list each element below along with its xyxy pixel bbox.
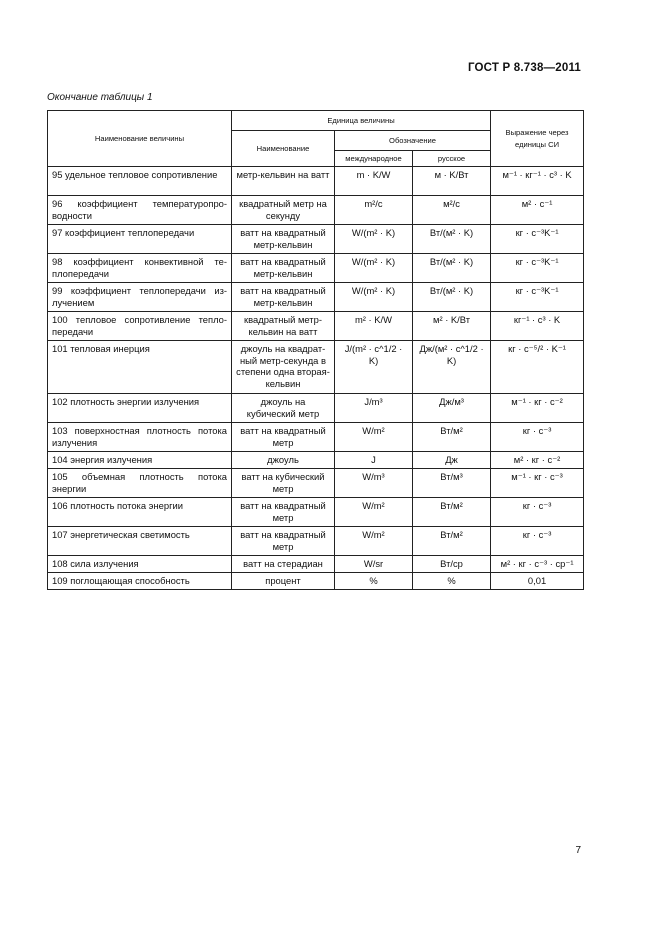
header-international: международное (335, 151, 413, 167)
si-expression-cell: кг · с⁻³ (491, 498, 584, 527)
international-symbol-cell: J (335, 452, 413, 469)
table-row (48, 469, 584, 498)
russian-symbol-cell: м² · K/Вт (413, 312, 491, 341)
quantity-name-cell: 102 плотность энергии излучения (48, 394, 232, 423)
table-row (48, 283, 584, 312)
si-expression-cell: 0,01 (491, 573, 584, 590)
unit-name-cell: джоуль на квадратный метр-секунда в степени одна вторая-кельвин (232, 341, 335, 394)
table-row (48, 498, 584, 527)
international-symbol-cell: m² · K/W (335, 312, 413, 341)
table-row (48, 341, 584, 394)
unit-name-cell: джоуль на кубический метр (232, 394, 335, 423)
quantity-name-cell: 109 поглощающая способность (48, 573, 232, 590)
international-symbol-cell: W/(m² · K) (335, 283, 413, 312)
unit-name-cell: ватт на квадратный метр (232, 423, 335, 452)
units-table (47, 110, 584, 590)
table-caption: Окончание таблицы 1 (47, 92, 153, 103)
quantity-name-cell: 101 тепловая инерция (48, 341, 232, 394)
russian-symbol-cell: Дж/м³ (413, 394, 491, 423)
quantity-name-cell: 103 поверхностная плотность потока излучения (48, 423, 232, 452)
si-expression-cell: кг · с⁻³K⁻¹ (491, 283, 584, 312)
quantity-name-cell: 100 тепловое сопротивление теплопередачи (48, 312, 232, 341)
international-symbol-cell: J/m³ (335, 394, 413, 423)
quantity-name-cell: 98 коэффициент конвективной теплопередачи (48, 254, 232, 283)
quantity-name-cell: 95 удельное тепловое сопротивление (48, 167, 232, 196)
quantity-name-cell: 107 энергетическая светимость (48, 527, 232, 556)
unit-name-cell: ватт на квадратный метр-кельвин (232, 283, 335, 312)
unit-name-cell: ватт на квадратный метр (232, 498, 335, 527)
header-si-expression: Выражение через единицы СИ (491, 111, 584, 167)
quantity-name-cell: 108 сила излучения (48, 556, 232, 573)
si-expression-cell: м² · кг · с⁻² (491, 452, 584, 469)
russian-symbol-cell: Вт/ср (413, 556, 491, 573)
unit-name-cell: ватт на квадратный метр (232, 527, 335, 556)
header-russian: русское (413, 151, 491, 167)
international-symbol-cell: m²/c (335, 196, 413, 225)
russian-symbol-cell: % (413, 573, 491, 590)
si-expression-cell: кг⁻¹ · с³ · K (491, 312, 584, 341)
international-symbol-cell: m · K/W (335, 167, 413, 196)
table-row (48, 254, 584, 283)
table-row (48, 394, 584, 423)
international-symbol-cell: W/(m² · K) (335, 254, 413, 283)
table-row (48, 196, 584, 225)
russian-symbol-cell: Вт/(м² · K) (413, 254, 491, 283)
table-row (48, 556, 584, 573)
russian-symbol-cell: Дж/(м² · с^1/2 · K) (413, 341, 491, 394)
si-expression-cell: кг · с⁻³ (491, 423, 584, 452)
international-symbol-cell: W/(m² · K) (335, 225, 413, 254)
header-unit-name: Наименование (232, 131, 335, 167)
russian-symbol-cell: м²/с (413, 196, 491, 225)
unit-name-cell: квадратный метр-кельвин на ватт (232, 312, 335, 341)
international-symbol-cell: W/m² (335, 498, 413, 527)
international-symbol-cell: % (335, 573, 413, 590)
table-row (48, 225, 584, 254)
si-expression-cell: м⁻¹ · кг · с⁻² (491, 394, 584, 423)
unit-name-cell: метр-кельвин на ватт (232, 167, 335, 196)
international-symbol-cell: J/(m² · c^1/2 · K) (335, 341, 413, 394)
international-symbol-cell: W/m² (335, 527, 413, 556)
unit-name-cell: джоуль (232, 452, 335, 469)
unit-name-cell: ватт на кубический метр (232, 469, 335, 498)
si-expression-cell: кг · с⁻⁵/² · K⁻¹ (491, 341, 584, 394)
standard-number: ГОСТ Р 8.738—2011 (467, 62, 581, 74)
international-symbol-cell: W/m³ (335, 469, 413, 498)
quantity-name-cell: 99 коэффициент теплопередачи излучением (48, 283, 232, 312)
si-expression-cell: м² · кг · с⁻³ · ср⁻¹ (491, 556, 584, 573)
international-symbol-cell: W/sr (335, 556, 413, 573)
russian-symbol-cell: м · K/Вт (413, 167, 491, 196)
page-number: 7 (575, 845, 581, 856)
si-expression-cell: м² · с⁻¹ (491, 196, 584, 225)
si-expression-cell: м⁻¹ · кг⁻¹ · с³ · K (491, 167, 584, 196)
table-row (48, 167, 584, 196)
unit-name-cell: ватт на квадратный метр-кельвин (232, 225, 335, 254)
russian-symbol-cell: Вт/м² (413, 498, 491, 527)
unit-name-cell: ватт на квадратный метр-кельвин (232, 254, 335, 283)
russian-symbol-cell: Вт/м³ (413, 469, 491, 498)
unit-name-cell: квадратный метр на секунду (232, 196, 335, 225)
table-row (48, 312, 584, 341)
si-expression-cell: кг · с⁻³K⁻¹ (491, 254, 584, 283)
russian-symbol-cell: Вт/м² (413, 527, 491, 556)
table-row (48, 423, 584, 452)
header-unit-group: Единица величины (232, 111, 491, 131)
header-designation: Обозначение (335, 131, 491, 151)
si-expression-cell: кг · с⁻³K⁻¹ (491, 225, 584, 254)
header-quantity-name: Наименование величины (48, 111, 232, 167)
quantity-name-cell: 104 энергия излучения (48, 452, 232, 469)
table-row (48, 452, 584, 469)
russian-symbol-cell: Вт/(м² · K) (413, 225, 491, 254)
table-row (48, 527, 584, 556)
russian-symbol-cell: Вт/(м² · K) (413, 283, 491, 312)
quantity-name-cell: 106 плотность потока энергии (48, 498, 232, 527)
russian-symbol-cell: Дж (413, 452, 491, 469)
international-symbol-cell: W/m² (335, 423, 413, 452)
si-expression-cell: кг · с⁻³ (491, 527, 584, 556)
quantity-name-cell: 105 объемная плотность потока энергии (48, 469, 232, 498)
table-row (48, 573, 584, 590)
quantity-name-cell: 96 коэффициент температуропроводности (48, 196, 232, 225)
russian-symbol-cell: Вт/м² (413, 423, 491, 452)
unit-name-cell: ватт на стерадиан (232, 556, 335, 573)
si-expression-cell: м⁻¹ · кг · с⁻³ (491, 469, 584, 498)
unit-name-cell: процент (232, 573, 335, 590)
quantity-name-cell: 97 коэффициент теплопередачи (48, 225, 232, 254)
